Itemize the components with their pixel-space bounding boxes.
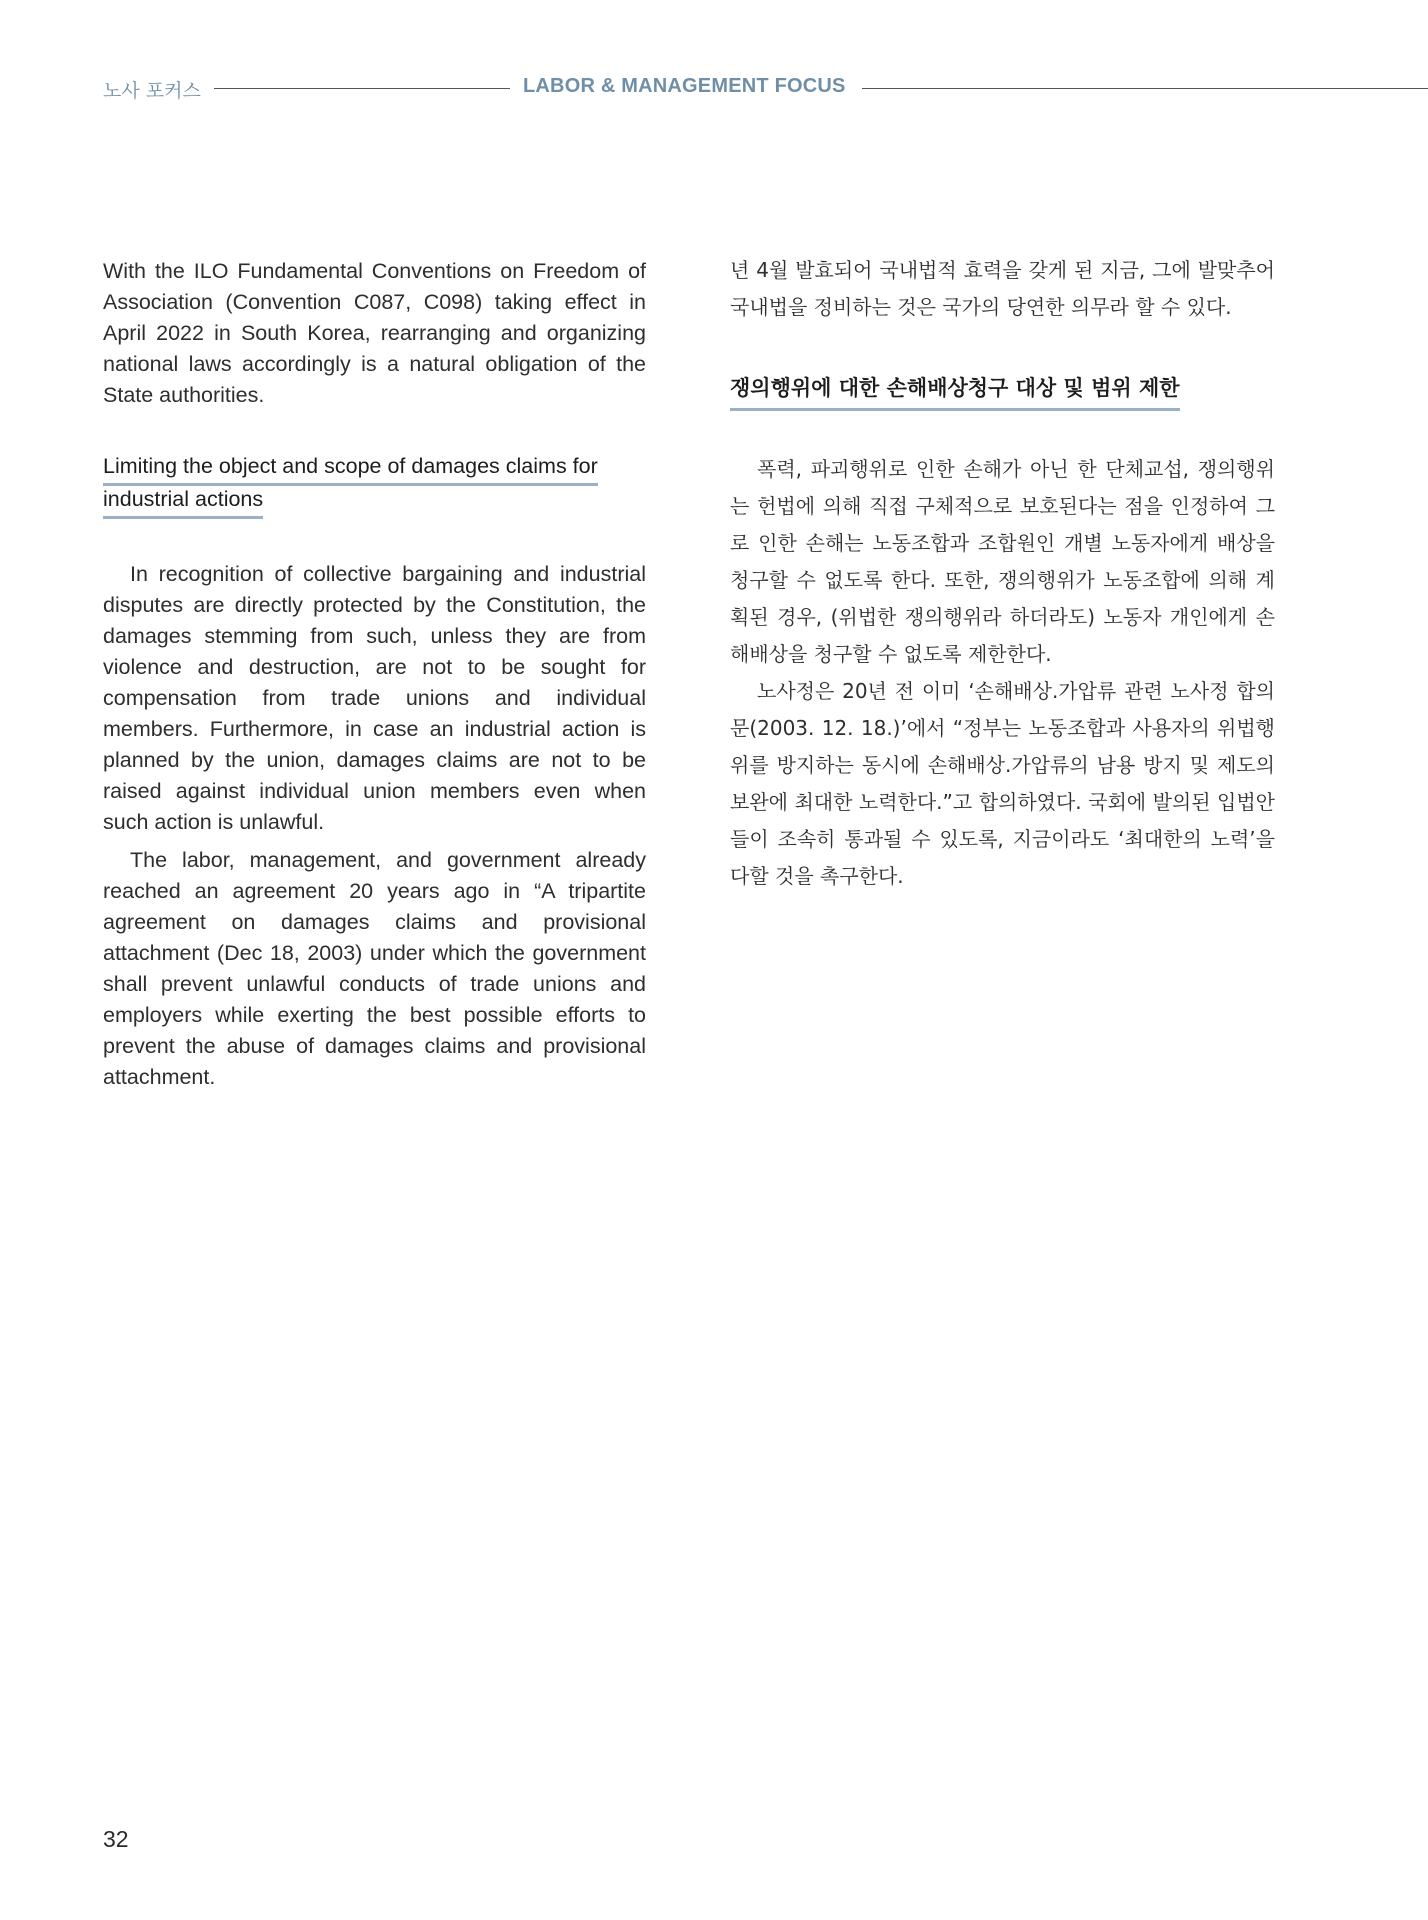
header-rule-left [214,88,510,89]
korean-column [730,252,1275,895]
english-heading-line-2: industrial actions [103,486,263,519]
korean-intro-paragraph: 년 4월 발효되어 국내법적 효력을 갖게 된 지금, 그에 발맞추어 국내법을 정비하는 것은 국가의 당연한 의무라 할 수 있다. [730,258,1275,319]
korean-body-paragraph-2: 노사정은 20년 전 이미 ‘손해배상.가압류 관련 노사정 합의문(2003. 12. 18.)’에서 “정부는 노동조합과 사용자의 위법행위를 방지하는 동시에 손해배상.가압류의 남용 방지 및 제도의 보완에 최대한 노력한다.”고 합의하였다. 국회에 발의된 입법안들이 조속히 통과될 수 있도록, 지금이라도 ‘최대한의 노력’을 다할 것을 촉구한다. [730,679,1275,888]
english-heading-line-1: Limiting the object and scope of damages claims for [103,453,598,486]
english-section-heading [103,453,646,519]
page-number: 32 [103,1826,129,1852]
running-header [0,76,1428,100]
korean-section-heading: 쟁의행위에 대한 손해배상청구 대상 및 범위 제한 [730,374,1180,411]
english-intro-paragraph: With the ILO Fundamental Conventions on Freedom of Association (Convention C087, C098) taking effect in April 2022 in South Korea, rearranging and organizing national laws accordingly is a natural obligation of the State authorities. [103,259,646,407]
korean-section-heading-wrap [730,374,1275,411]
section-label-english: LABOR & MANAGEMENT FOCUS [523,75,846,97]
english-body-paragraph-1: In recognition of collective bargaining and industrial disputes are directly protected by the Constitution, the damages stemming from such, unless they are from violence and destruction, are not to be sought for compensation from trade unions and individual members. Furthermore, in case an industrial action is planned by the union, damages claims are not to be raised against individual union members even when such action is unlawful. [103,562,646,834]
korean-body-paragraph-1: 폭력, 파괴행위로 인한 손해가 아닌 한 단체교섭, 쟁의행위는 헌법에 의해 직접 구체적으로 보호된다는 점을 인정하여 그로 인한 손해는 노동조합과 조합원인 개별 노동자에게 배상을 청구할 수 없도록 한다. 또한, 쟁의행위가 노동조합에 의해 계획된 경우, (위법한 쟁의행위라 하더라도) 노동자 개인에게 손해배상을 청구할 수 없도록 제한한다. [730,457,1275,666]
section-label-korean: 노사 포커스 [103,80,201,102]
english-column [103,256,646,1093]
header-rule-right [862,88,1428,89]
english-body-paragraph-2: The labor, management, and government already reached an agreement 20 years ago in “A tripartite agreement on damages claims and provisional attachment (Dec 18, 2003) under which the government shall prevent unlawful conducts of trade unions and employers while exerting the best possible efforts to prevent the abuse of damages claims and provisional attachment. [103,848,646,1089]
